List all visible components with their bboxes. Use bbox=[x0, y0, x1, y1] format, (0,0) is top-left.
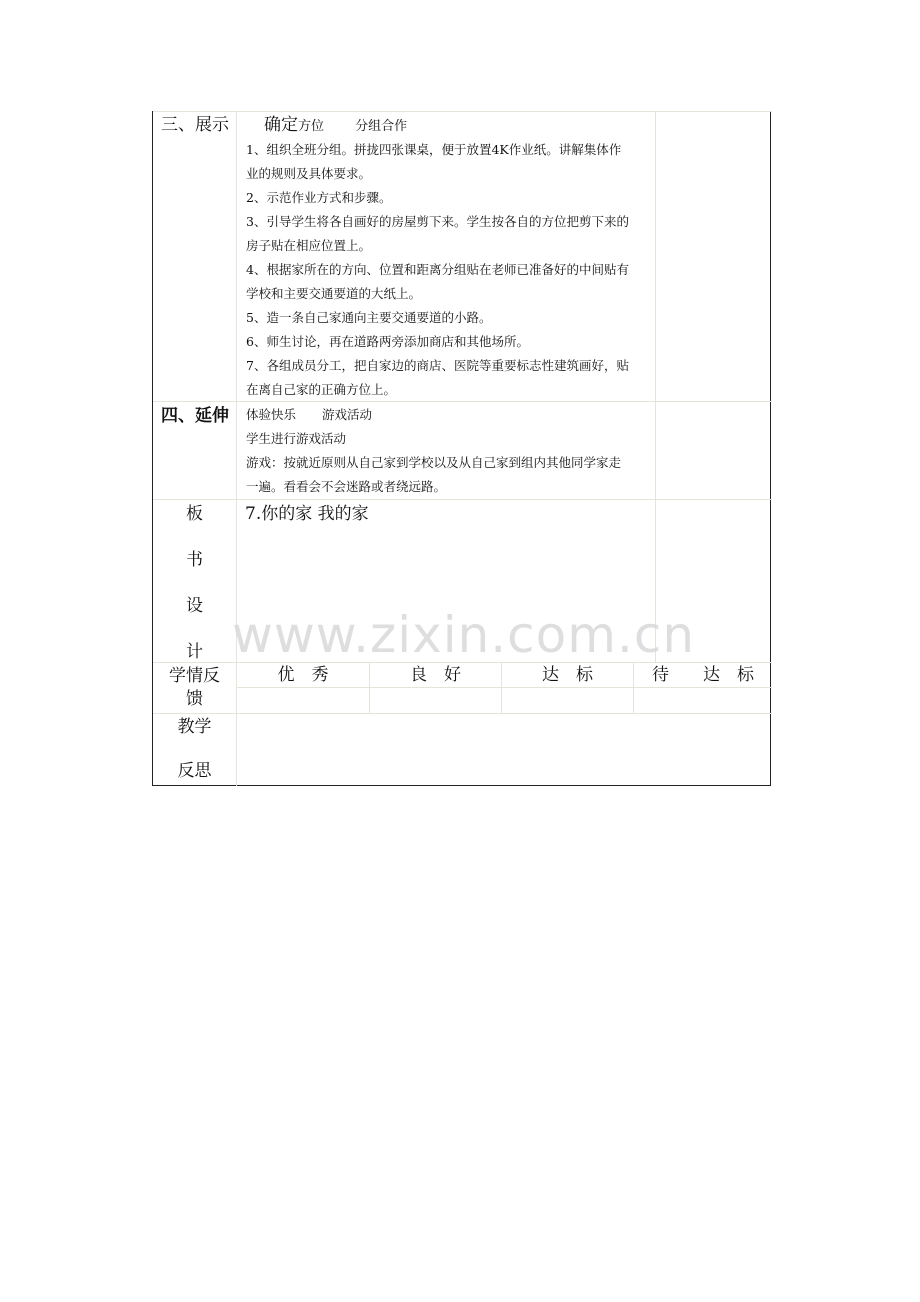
zhanshi-line: 7、各组成员分工，把自家边的商店、医院等重要标志性建筑画好，贴 bbox=[246, 358, 629, 373]
xueqing-label-line: 学情反 bbox=[169, 666, 220, 686]
zhanshi-line: 学校和主要交通要道的大纸上。 bbox=[246, 286, 422, 301]
zhanshi-line: 房子贴在相应位置上。 bbox=[246, 238, 372, 253]
zhanshi-content bbox=[246, 112, 656, 402]
row-label-zhanshi: 三、展示 bbox=[161, 115, 229, 135]
level-excellent: 优 秀 bbox=[277, 665, 329, 685]
zhanshi-line: 5、造一条自己家通向主要交通要道的小路。 bbox=[246, 310, 492, 325]
zhanshi-line: 3、引导学生将各自画好的房屋剪下来。学生按各自的方位把剪下来的 bbox=[246, 214, 629, 229]
fansi-label-line: 教学 bbox=[177, 717, 212, 737]
zhanshi-line: 4、根据家所在的方向、位置和距离分组贴在老师已准备好的中间贴有 bbox=[246, 262, 629, 277]
row-label-yanshen: 四、延伸 bbox=[161, 406, 229, 426]
zhanshi-line: 1、组织全班分组。拼拢四张课桌，便于放置4K作业纸。讲解集体作 bbox=[246, 142, 622, 157]
yanshen-heading-b: 游戏活动 bbox=[322, 407, 373, 422]
banshu-char: 板 bbox=[186, 504, 203, 524]
row-label-fansi bbox=[153, 716, 236, 782]
zhanshi-line: 业的规则及具体要求。 bbox=[246, 166, 372, 181]
lesson-plan-table bbox=[152, 111, 771, 786]
banshu-content: 7.你的家 我的家 bbox=[245, 504, 369, 524]
row-divider-2 bbox=[153, 499, 772, 500]
row-label-banshu bbox=[153, 503, 236, 665]
yanshen-line: 学生进行游戏活动 bbox=[246, 431, 347, 446]
yanshen-line: 游戏：按就近原则从自己家到学校以及从自己家到组内其他同学家走 bbox=[246, 455, 622, 470]
row-divider-4 bbox=[236, 687, 772, 688]
row-label-xueqing bbox=[153, 665, 236, 711]
fansi-label-line: 反思 bbox=[177, 761, 212, 781]
zhanshi-heading bbox=[246, 112, 656, 138]
level-not-yet: 待 达 标 bbox=[652, 665, 754, 685]
zhanshi-line: 在离自己家的正确方位上。 bbox=[246, 382, 397, 397]
yanshen-heading bbox=[246, 403, 656, 427]
heading-main: 确定 bbox=[264, 115, 298, 135]
watermark: www.zixin.com.cn bbox=[232, 606, 696, 664]
yanshen-line: 一遍。看看会不会迷路或者绕远路。 bbox=[246, 479, 447, 494]
yanshen-heading-a: 体验快乐 bbox=[246, 407, 297, 422]
zhanshi-line: 6、师生讨论，再在道路两旁添加商店和其他场所。 bbox=[246, 334, 529, 349]
level-pass: 达 标 bbox=[542, 665, 593, 685]
banshu-char: 计 bbox=[186, 642, 203, 662]
banshu-char: 设 bbox=[186, 596, 203, 616]
xueqing-label-line: 馈 bbox=[186, 689, 203, 709]
heading-extra: 分组合作 bbox=[355, 119, 408, 134]
row-divider-5 bbox=[153, 713, 772, 714]
level-good: 良 好 bbox=[410, 665, 461, 685]
zhanshi-line: 2、示范作业方式和步骤。 bbox=[246, 190, 392, 205]
heading-sub: 方位 bbox=[298, 119, 325, 134]
banshu-char: 书 bbox=[186, 550, 203, 570]
yanshen-content bbox=[246, 403, 656, 499]
